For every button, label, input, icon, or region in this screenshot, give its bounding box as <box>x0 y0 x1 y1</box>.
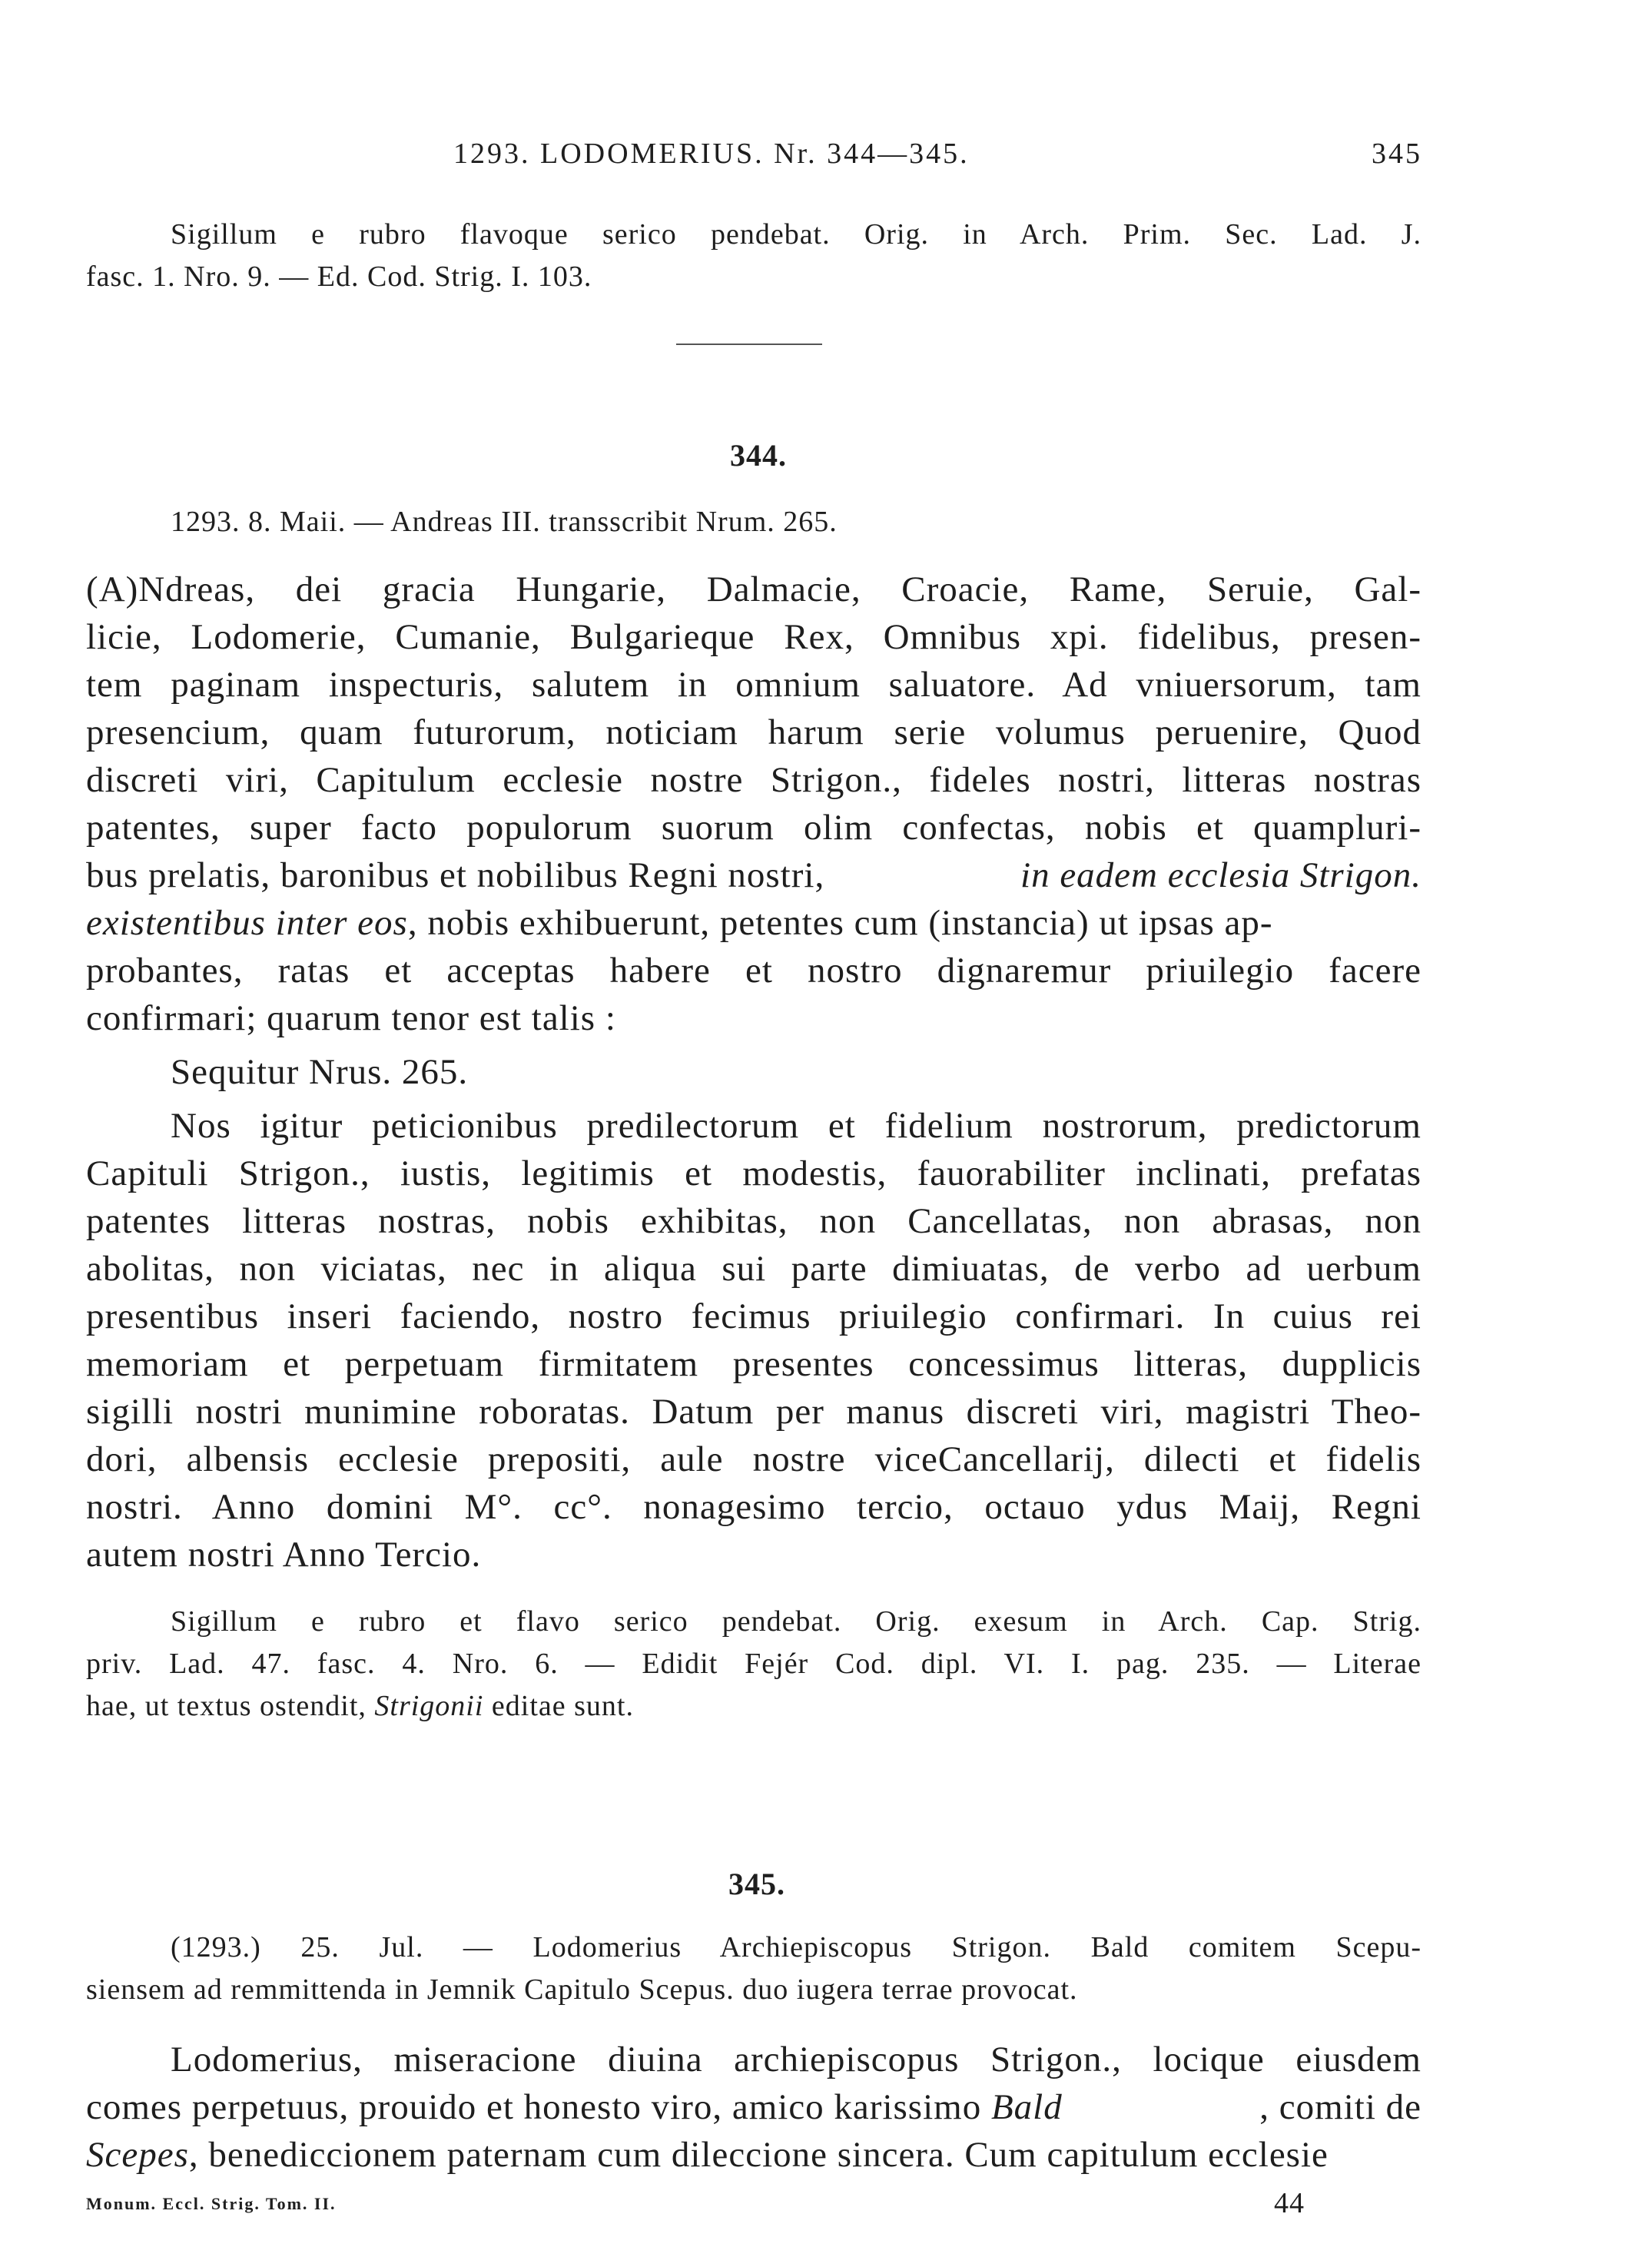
document-summary: (1293.) 25. Jul. — Lodomerius Archiepiscopus Strigon. Bald comitem Scepu- <box>171 1931 1421 1963</box>
body-text-italic: in eadem ecclesia Strigon. <box>1020 855 1421 895</box>
body-line <box>86 855 1421 896</box>
sheet-number: 44 <box>1274 2187 1305 2219</box>
body-text-italic: existentibus inter eos <box>86 903 408 943</box>
source-note-line: priv. Lad. 47. fasc. 4. Nro. 6. — Edidit Fejér Cod. dipl. VI. I. pag. 235. — Literae <box>86 1648 1421 1680</box>
running-title: 1293. LODOMERIUS. Nr. 344—345. <box>453 138 970 170</box>
body-line: nostri. Anno domini M°. cc°. nonagesimo tercio, octauo ydus Maij, Regni <box>86 1487 1421 1527</box>
section-divider <box>676 344 822 345</box>
body-text: bus prelatis, baronibus et nobilibus Regni nostri, <box>86 855 825 895</box>
body-line: probantes, ratas et acceptas habere et nostro dignaremur priuilegio facere <box>86 951 1421 991</box>
body-line: sigilli nostri munimine roboratas. Datum per manus discreti viri, magistri Theo- <box>86 1392 1421 1432</box>
source-note-line <box>86 1689 634 1723</box>
document-summary: siensem ad remmittenda in Jemnik Capitulo Scepus. duo iugera terrae provocat. <box>86 1973 1078 2006</box>
body-line <box>86 902 1273 944</box>
body-text: , benediccionem paternam cum dileccione sincera. Cum capitulum ecclesie <box>188 2135 1329 2175</box>
source-note-line: Sigillum e rubro et flavo serico pendebat. Orig. exesum in Arch. Cap. Strig. <box>171 1605 1421 1638</box>
body-line: presentibus inseri faciendo, nostro fecimus priuilegio confirmari. In cuius rei <box>86 1296 1421 1336</box>
body-line: patentes litteras nostras, nobis exhibitas, non Cancellatas, non abrasas, non <box>86 1201 1421 1241</box>
body-text: , comiti de <box>1259 2087 1421 2127</box>
body-line: tem paginam inspecturis, salutem in omnium saluatore. Ad vniuersorum, tam <box>86 665 1421 705</box>
body-text: comes perpetuus, prouido et honesto viro, amico karissimo Bald <box>86 2087 1063 2127</box>
body-line: memoriam et perpetuam firmitatem presentes concessimus litteras, dupplicis <box>86 1344 1421 1384</box>
body-line: confirmari; quarum tenor est talis : <box>86 998 616 1038</box>
signature-mark: Monum. Eccl. Strig. Tom. II. <box>86 2194 337 2213</box>
note-text: hae, ut textus ostendit, <box>86 1690 375 1722</box>
body-line: (A)Ndreas, dei gracia Hungarie, Dalmacie, Croacie, Rame, Seruie, Gal- <box>86 569 1421 609</box>
body-text: , nobis exhibuerunt, petentes cum (instancia) ut ipsas ap- <box>407 903 1273 943</box>
body-text-italic: Bald <box>990 2087 1063 2127</box>
body-line: abolitas, non viciatas, nec in aliqua sui parte dimiuatas, de verbo ad uerbum <box>86 1249 1421 1289</box>
document-summary: 1293. 8. Maii. — Andreas III. transscribit Nrum. 265. <box>171 506 838 538</box>
note-text-italic: Strigonii <box>374 1690 484 1722</box>
document-number: 344. <box>730 438 787 473</box>
prev-note-line: fasc. 1. Nro. 9. — Ed. Cod. Strig. I. 103. <box>86 261 592 293</box>
page-number: 345 <box>1372 138 1422 170</box>
body-line: Capituli Strigon., iustis, legitimis et modestis, fauorabiliter inclinati, prefatas <box>86 1153 1421 1193</box>
body-line: presencium, quam futurorum, noticiam harum serie volumus peruenire, Quod <box>86 712 1421 752</box>
body-line <box>86 2134 1329 2176</box>
note-text: editae sunt. <box>483 1690 634 1722</box>
body-line: discreti viri, Capitulum ecclesie nostre Strigon., fideles nostri, litteras nostras <box>86 760 1421 800</box>
prev-note-line: Sigillum e rubro flavoque serico pendebat. Orig. in Arch. Prim. Sec. Lad. J. <box>171 218 1421 251</box>
body-line: Lodomerius, miseracione diuina archiepiscopus Strigon., locique eiusdem <box>171 2040 1421 2079</box>
body-text-italic: Scepes <box>86 2135 189 2175</box>
body-line: licie, Lodomerie, Cumanie, Bulgarieque Rex, Omnibus xpi. fidelibus, presen- <box>86 617 1421 657</box>
document-number: 345. <box>728 1867 785 1901</box>
sequitur-line: Sequitur Nrus. 265. <box>171 1052 469 1092</box>
body-line: Nos igitur peticionibus predilectorum et fidelium nostrorum, predictorum <box>171 1106 1421 1146</box>
body-line: autem nostri Anno Tercio. <box>86 1535 482 1575</box>
body-line: patentes, super facto populorum suorum olim confectas, nobis et quampluri- <box>86 808 1421 848</box>
body-line <box>86 2086 1421 2128</box>
body-line: dori, albensis ecclesie prepositi, aule nostre viceCancellarij, dilecti et fidelis <box>86 1439 1421 1479</box>
